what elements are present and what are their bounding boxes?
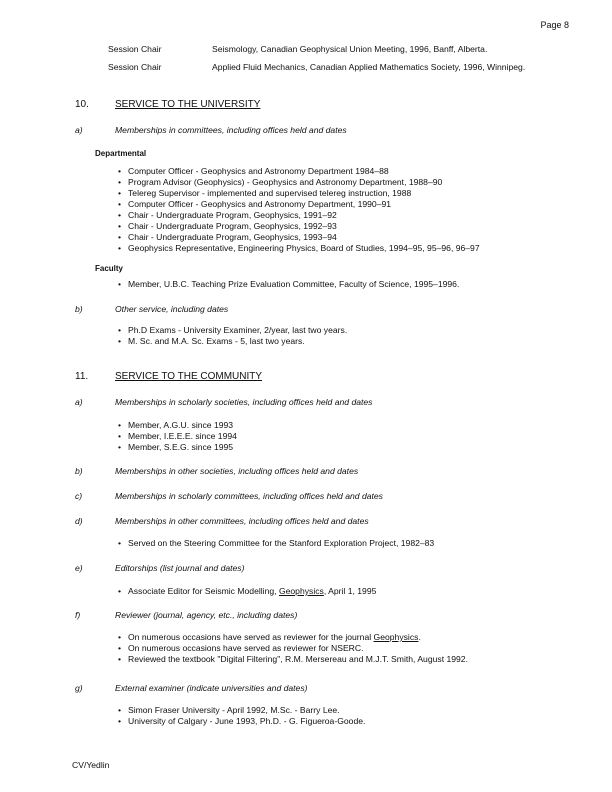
editorships-list [112,586,376,597]
departmental-heading: Departmental [95,149,147,158]
list-item: • Computer Officer - Geophysics and Astronomy Department, 1990–91 [112,199,480,210]
reviewer-text: On numerous occasions have served as reviewer for the journal [128,632,374,642]
list-item: • Member, I.E.E.E. since 1994 [112,431,237,442]
section-10a-letter: a) [75,125,83,135]
external-examiner-list [112,705,365,727]
other-committees-list [112,538,434,549]
section-11e-title: Editorships (list journal and dates) [115,563,245,573]
section-10b-title: Other service, including dates [115,304,229,314]
faculty-heading: Faculty [95,264,124,273]
section-11b-title: Memberships in other societies, including offices held and dates [115,466,359,476]
footer-label: CV/Yedlin [72,760,110,770]
section-11g-letter: g) [75,683,83,693]
section-11f-letter: f) [75,610,81,620]
list-item: • Chair - Undergraduate Program, Geophysics, 1993–94 [112,232,480,243]
list-item: • Computer Officer - Geophysics and Astronomy Department 1984–88 [112,166,480,177]
list-item: • Served on the Steering Committee for the Stanford Exploration Project, 1982–83 [112,538,434,549]
editorship-text: Associate Editor for Seismic Modelling, [128,586,279,596]
reviewer-suffix: . [418,632,421,642]
session-chair-text: Applied Fluid Mechanics, Canadian Applied Mathematics Society, 1996, Winnipeg. [212,62,526,72]
section-10b-letter: b) [75,304,83,314]
departmental-list [112,166,480,254]
list-item: • University of Calgary - June 1993, Ph.D. - G. Figueroa-Goode. [112,716,365,727]
session-chair-label: Session Chair [108,62,162,72]
section-11a-letter: a) [75,397,83,407]
section-11-title: SERVICE TO THE COMMUNITY [115,371,263,382]
section-10-title: SERVICE TO THE UNIVERSITY [115,99,261,110]
other-service-list [112,325,347,347]
list-item: • Chair - Undergraduate Program, Geophysics, 1992–93 [112,221,480,232]
section-11d-letter: d) [75,516,83,526]
list-item: • On numerous occasions have served as reviewer for NSERC. [112,643,468,654]
editorship-date: , April 1, 1995 [323,586,377,596]
scholarly-societies-list [112,420,237,453]
list-item [112,632,468,643]
section-11g-title: External examiner (indicate universities and dates) [115,683,308,693]
list-item: • Member, U.B.C. Teaching Prize Evaluation Committee, Faculty of Science, 1995–1996. [112,279,459,290]
section-10-number: 10. [75,99,89,110]
section-11-number: 11. [75,371,89,382]
section-11c-title: Memberships in scholarly committees, including offices held and dates [115,491,383,501]
faculty-list [112,279,459,290]
journal-name: Geophysics [373,632,419,642]
list-item: • Telereg Supervisor - implemented and supervised telereg instruction, 1988 [112,188,480,199]
list-item: • Member, A.G.U. since 1993 [112,420,237,431]
list-item [112,586,376,597]
list-item: • Program Advisor (Geophysics) - Geophysics and Astronomy Department, 1988–90 [112,177,480,188]
list-item: • Reviewed the textbook "Digital Filtering", R.M. Mersereau and M.J.T. Smith, August 1992. [112,654,468,665]
page-number: Page 8 [540,20,569,30]
list-item: • M. Sc. and M.A. Sc. Exams - 5, last two years. [112,336,347,347]
section-11e-letter: e) [75,563,83,573]
list-item: • Ph.D Exams - University Examiner, 2/year, last two years. [112,325,347,336]
session-chair-label: Session Chair [108,44,162,54]
section-11b-letter: b) [75,466,83,476]
section-11a-title: Memberships in scholarly societies, including offices held and dates [115,397,373,407]
list-item: • Geophysics Representative, Engineering Physics, Board of Studies, 1994–95, 95–96, 96–97 [112,243,480,254]
section-11d-title: Memberships in other committees, including offices held and dates [115,516,369,526]
section-10a-title: Memberships in committees, including offices held and dates [115,125,347,135]
list-item: • Member, S.E.G. since 1995 [112,442,237,453]
section-11c-letter: c) [75,491,83,501]
journal-name: Geophysics [278,586,324,596]
list-item: • Chair - Undergraduate Program, Geophysics, 1991–92 [112,210,480,221]
section-11f-title: Reviewer (journal, agency, etc., including dates) [115,610,298,620]
session-chair-text: Seismology, Canadian Geophysical Union Meeting, 1996, Banff, Alberta. [212,44,488,54]
list-item: • Simon Fraser University - April 1992, M.Sc. - Barry Lee. [112,705,365,716]
reviewer-list [112,632,468,665]
